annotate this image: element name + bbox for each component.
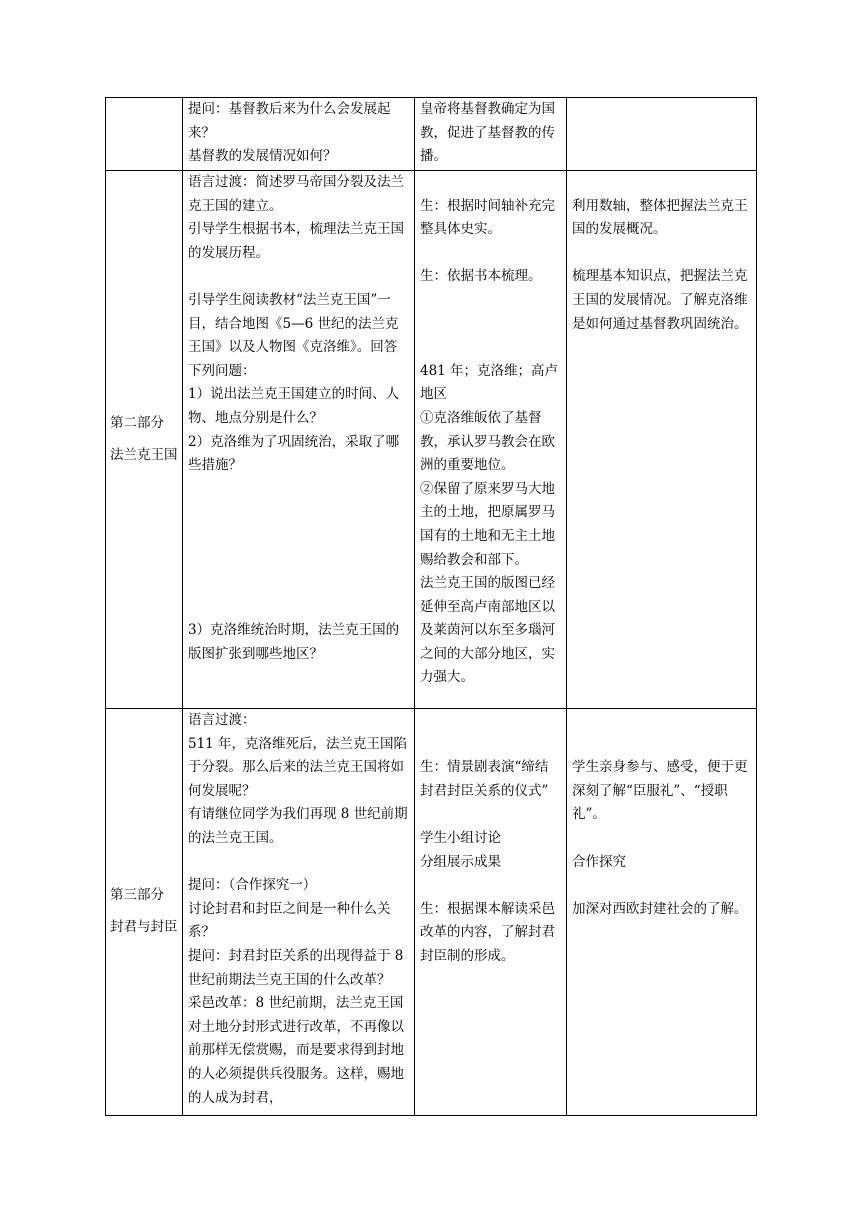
spacer: [420, 242, 561, 266]
part-cell: [106, 709, 183, 1116]
text-line: 基督教的发展情况如何？: [188, 148, 337, 165]
spacer: [572, 171, 751, 195]
text-line: 481 年；克洛维；高卢地区: [420, 362, 559, 403]
text-line: 511 年，克洛维死后，法兰克王国陷于分裂。那么后来的法兰克王国将如何发展呢？: [188, 735, 408, 799]
text-line: 讨论封君和封臣之间是一种什么关系？: [188, 900, 391, 941]
part-title: 封君与封臣: [110, 919, 178, 935]
text-line: 1）说出法兰克王国建立的时间、人物、地点分别是什么？: [188, 386, 400, 426]
spacer: [188, 478, 409, 620]
text-line: ②保留了原来罗马大地主的土地，把原属罗马国有的土地和无主土地赐给教会和部下。: [420, 480, 555, 568]
spacer: [420, 709, 561, 756]
spacer: [188, 851, 409, 875]
part-number: 第二部分: [110, 414, 164, 431]
part-cell: [106, 98, 183, 171]
spacer: [110, 908, 178, 916]
text-line: 学生亲身参与、感受，便于更深刻了解“臣服礼”、“授职礼”。: [572, 759, 748, 823]
student-activity-cell: [415, 171, 567, 709]
design-intent-cell: [567, 98, 757, 171]
part-title: 法兰克王国: [110, 446, 178, 463]
spacer: [572, 827, 751, 851]
text-line: 梳理基本知识点，把握法兰克王国的发展情况。了解克洛维是如何通过基督教巩固统治。: [572, 268, 748, 332]
text-line: 提问：基督教后来为什么会发展起来？: [188, 101, 391, 141]
student-activity-cell: [415, 709, 567, 1116]
text-line: 法兰克王国的版图已经延伸至高卢南部地区以及莱茵河以东至多瑙河之间的大部分地区，实力强大。: [420, 575, 555, 686]
text-line: 引导学生阅读教材“法兰克王国”一目，结合地图《5—6 世纪的法兰克王国》以及人物图《克洛维》。回答下列问题：: [188, 291, 399, 379]
text-line: 有请继位同学为我们再现 8 世纪前期的法兰克王国。: [188, 806, 408, 846]
student-activity-cell: [415, 98, 567, 171]
teacher-activity-cell: [183, 98, 415, 171]
text-line: 引导学生根据书本，梳理法兰克王国的发展历程。: [188, 221, 404, 261]
text-line: 2）克洛维为了巩固统治，采取了哪些措施？: [188, 433, 400, 474]
part-cell: [106, 171, 183, 709]
text-line: 生：情景剧表演“缔结封君封臣关系的仪式”: [420, 759, 549, 799]
text-line: 3）克洛维统治时期，法兰克王国的版图扩张到哪些地区？: [188, 622, 400, 662]
spacer: [420, 171, 561, 195]
teacher-activity-cell: [183, 171, 415, 709]
text-line: 皇帝将基督教确定为国教，促进了基督教的传播。: [420, 101, 555, 165]
text-line: 采邑改革：8 世纪前期，法兰克王国对土地分封形式进行改革，不再像以前那样无偿赏赐，而是要求得到封地的人必须提供兵役服务。这样，赐地的人成为封君，: [188, 995, 404, 1106]
text-line: 利用数轴，整体把握法兰克王国的发展概况。: [572, 197, 748, 238]
text-line: 生：依据书本梳理。: [420, 268, 542, 285]
design-intent-cell: [567, 171, 757, 709]
text-line: 语言过渡：简述罗马帝国分裂及法兰克王国的建立。: [188, 174, 404, 214]
text-line: 语言过渡：: [188, 712, 256, 728]
text-line: ①克洛维皈依了基督教，承认罗马教会在欧洲的重要地位。: [420, 409, 555, 474]
spacer: [572, 874, 751, 898]
design-intent-cell: [567, 709, 757, 1116]
spacer: [188, 265, 409, 289]
teacher-activity-cell: [183, 709, 415, 1116]
spacer: [420, 803, 561, 827]
spacer: [572, 709, 751, 756]
text-line: 提问：（合作探究一）: [188, 877, 317, 894]
lesson-plan-table: [105, 97, 757, 1116]
table-row: [106, 171, 757, 709]
text-line: 学生小组讨论: [420, 829, 501, 846]
spacer: [420, 874, 561, 898]
text-line: 生：根据课本解读采邑改革的内容，了解封君封臣制的形成。: [420, 900, 555, 964]
text-line: 提问：封君封臣关系的出现得益于 8 世纪前期法兰克王国的什么改革？: [188, 947, 404, 988]
part-number: 第三部分: [110, 887, 164, 904]
spacer: [572, 242, 751, 266]
text-line: 合作探究: [572, 853, 626, 870]
text-line: 分组展示成果: [420, 853, 501, 870]
text-line: 生：根据时间轴补充完整具体史实。: [420, 197, 555, 238]
spacer: [110, 436, 178, 444]
table-row: [106, 98, 757, 171]
spacer: [420, 289, 561, 360]
table-row: [106, 709, 757, 1116]
text-line: 加深对西欧封建社会的了解。: [572, 900, 748, 917]
